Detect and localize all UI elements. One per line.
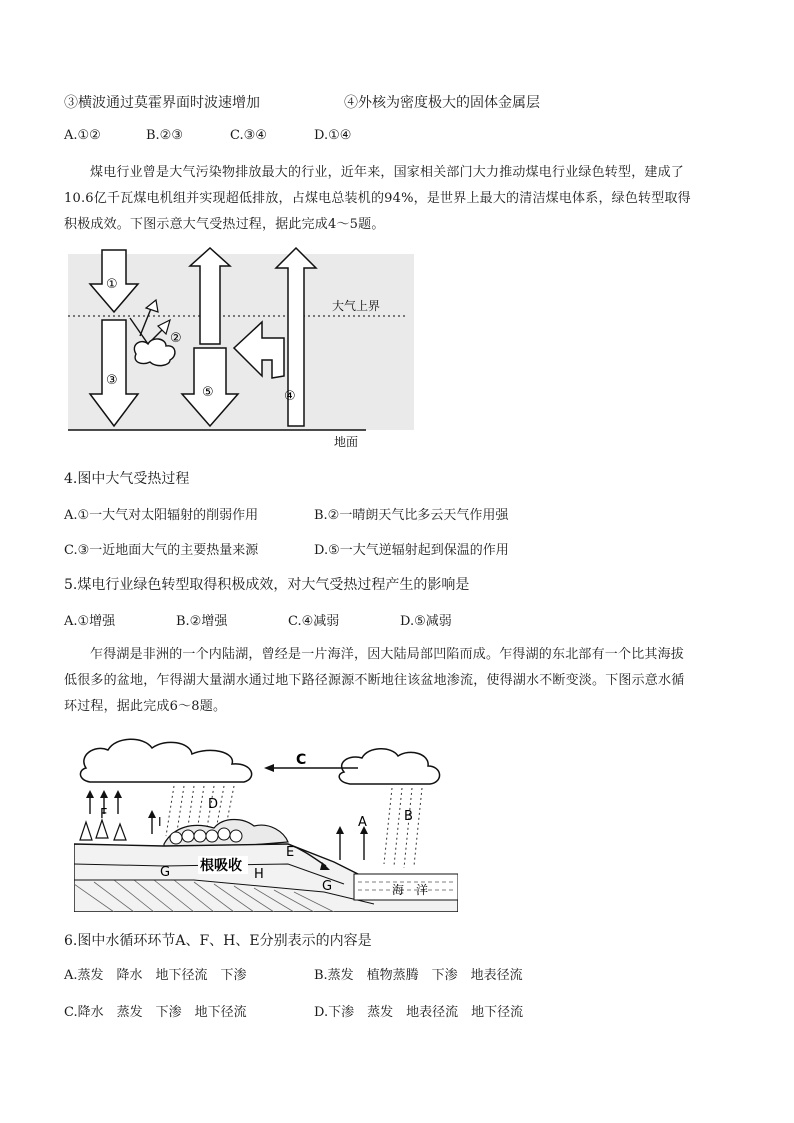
label-ground: 地面 bbox=[334, 435, 359, 449]
label-atmosphere-top: 大气上界 bbox=[332, 299, 381, 313]
q5-option-b[interactable]: B.②增强 bbox=[176, 614, 228, 629]
q6-option-d[interactable]: D.下渗 蒸发 地表径流 地下径流 bbox=[314, 1005, 524, 1020]
passage1-line1: 煤电行业曾是大气污染物排放最大的行业，近年来，国家相关部门大力推动煤电行业绿色转型，建成了 bbox=[90, 165, 685, 180]
arrow-label-5: ⑤ bbox=[202, 385, 214, 400]
passage2-line3: 环过程，据此完成6～8题。 bbox=[64, 699, 227, 714]
passage2-line1: 乍得湖是非洲的一个内陆湖，曾经是一片海洋，因大陆局部凹陷而成。乍得湖的东北部有一个比其海拔 bbox=[90, 647, 685, 662]
q6-option-b[interactable]: B.蒸发 植物蒸腾 下渗 地表径流 bbox=[314, 968, 523, 983]
q5-option-d[interactable]: D.⑤减弱 bbox=[400, 614, 452, 629]
arrow-label-3: ③ bbox=[106, 373, 118, 388]
label-d: D bbox=[208, 797, 219, 812]
arrow-label-4: ④ bbox=[284, 389, 296, 404]
prev-choice-b: B.②③ bbox=[146, 128, 183, 143]
q4-option-b[interactable]: B.②一晴朗天气比多云天气作用强 bbox=[314, 508, 509, 523]
label-ocean: 海 洋 bbox=[392, 883, 429, 897]
prev-choice-c: C.③④ bbox=[230, 128, 267, 143]
label-root-absorption: 根吸收 bbox=[200, 858, 242, 874]
q5-option-c[interactable]: C.④减弱 bbox=[288, 614, 340, 629]
water-cycle-diagram bbox=[74, 734, 458, 912]
passage1-line3: 积极成效。下图示意大气受热过程，据此完成4～5题。 bbox=[64, 217, 385, 232]
q5-stem: 5.煤电行业绿色转型取得积极成效，对大气受热过程产生的影响是 bbox=[64, 577, 470, 593]
q6-stem: 6.图中水循环环节A、F、H、E分别表示的内容是 bbox=[64, 933, 372, 949]
q4-option-c[interactable]: C.③一近地面大气的主要热量来源 bbox=[64, 543, 259, 558]
label-c: C bbox=[296, 752, 307, 768]
label-e: E bbox=[286, 845, 295, 860]
label-g-right: G bbox=[322, 879, 333, 894]
q6-option-c[interactable]: C.降水 蒸发 下渗 地下径流 bbox=[64, 1005, 247, 1020]
label-g-left: G bbox=[160, 865, 171, 880]
q6-option-a[interactable]: A.蒸发 降水 地下径流 下渗 bbox=[64, 968, 247, 983]
q5-option-a[interactable]: A.①增强 bbox=[64, 614, 116, 629]
label-b: B bbox=[404, 809, 413, 824]
q4-option-a[interactable]: A.①一大气对太阳辐射的削弱作用 bbox=[64, 508, 259, 523]
prev-choice-a: A.①② bbox=[64, 128, 101, 143]
label-h: H bbox=[254, 867, 264, 882]
atmosphere-heating-diagram bbox=[66, 244, 420, 452]
prev-choice-d: D.①④ bbox=[314, 128, 352, 143]
label-a: A bbox=[358, 815, 367, 830]
passage1-line2: 10.6亿千瓦煤电机组并实现超低排放，占煤电总装机的94%，是世界上最大的清洁煤电体系，绿色转型取得 bbox=[64, 191, 691, 206]
statement-3: ③横波通过莫霍界面时波速增加 bbox=[64, 95, 260, 111]
arrow-label-2: ② bbox=[170, 331, 182, 346]
label-i: I bbox=[158, 815, 162, 829]
statement-4: ④外核为密度极大的固体金属层 bbox=[344, 95, 540, 111]
q4-option-d[interactable]: D.⑤一大气逆辐射起到保温的作用 bbox=[314, 543, 509, 558]
label-f: F bbox=[100, 807, 108, 822]
arrow-label-1: ① bbox=[106, 277, 118, 292]
passage2-line2: 低很多的盆地，乍得湖大量湖水通过地下路径源源不断地往该盆地渗流，使得湖水不断变淡。下图示意水循 bbox=[64, 673, 685, 688]
q4-stem: 4.图中大气受热过程 bbox=[64, 471, 190, 487]
